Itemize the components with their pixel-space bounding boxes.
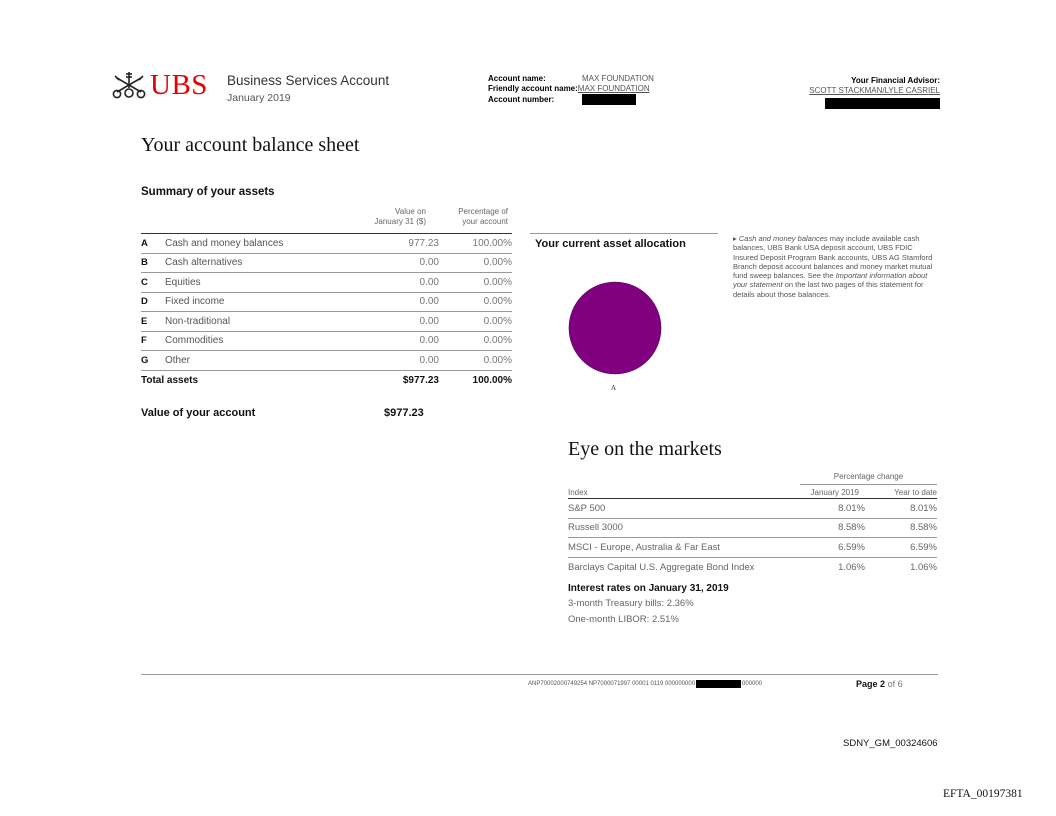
col-value-line1: Value on [395,207,426,216]
col-ytd-header: Year to date [894,488,937,497]
page-label: Page [856,679,878,689]
libor-rate: One-month LIBOR: 2.51% [568,614,679,625]
pie-label-a: A [611,384,617,392]
total-row [141,371,512,391]
row-name: Commodities [165,335,224,347]
col-month-header: January 2019 [810,488,859,497]
col-pct-line2: your account [462,217,508,226]
account-name-value: MAX FOUNDATION [582,74,654,83]
ubs-logo [112,70,208,100]
markets-title: Eye on the markets [568,438,722,460]
note-text-1: may include available cash balances, UBS Bank USA deposit account, UBS FDIC Insured Deposit Program Bank accounts, UBS AG Stamford Branch deposit account balances and money market mutual fund sweep balances. See the [733,234,933,281]
footer-code-suffix: 000000 [742,681,763,687]
page-current: 2 [880,679,886,689]
row-name: Equities [165,276,201,288]
row-pct: 0.00% [483,296,512,308]
index-ytd: 8.01% [910,502,937,514]
row-name: Non-traditional [165,315,231,327]
index-ytd: 8.58% [910,522,937,534]
friendly-name-label: Friendly account name: [488,84,578,93]
index-ytd: 6.59% [910,541,937,553]
table-row [141,351,512,371]
friendly-name-value: MAX FOUNDATION [577,84,650,93]
index-month: 8.58% [838,522,865,534]
note-text-2: on the last two pages of this statement for details about those balances. [733,280,924,299]
row-name: Cash alternatives [165,257,243,269]
interest-rates-title: Interest rates on January 31, 2019 [568,583,729,594]
total-pct: 100.00% [472,374,512,386]
table-row [568,558,937,578]
table-row [568,519,937,539]
statement-month: January 2019 [227,92,291,104]
ubs-wordmark: UBS [150,69,208,101]
row-pct: 0.00% [483,354,512,366]
row-value: 0.00 [419,335,439,347]
account-number-redaction [582,94,636,105]
page-number [856,679,903,689]
total-label: Total assets [141,374,199,386]
footer-code-redaction [696,680,741,688]
footer-code [528,680,762,688]
cash-balance-note [733,234,933,299]
account-value-label: Value of your account [141,407,256,419]
allocation-pie-chart [567,280,663,376]
row-name: Cash and money balances [165,237,284,249]
pct-change-header: Percentage change [800,472,937,485]
index-name: Russell 3000 [568,522,623,534]
table-row [141,254,512,274]
row-letter: F [141,335,147,347]
row-letter: G [141,354,149,366]
pie-slice-a [569,282,661,374]
index-ytd: 1.06% [910,561,937,573]
index-month: 1.06% [838,561,865,573]
row-value: 0.00 [419,257,439,269]
index-month: 8.01% [838,502,865,514]
table-row [568,538,937,558]
col-pct-line1: Percentage of [458,207,508,216]
note-italic-2: Important information about your statement [733,271,928,290]
advisor-redaction [825,98,940,109]
table-row [141,312,512,332]
row-value: 0.00 [419,276,439,288]
col-value-line2: January 31 ($) [374,217,426,226]
row-pct: 0.00% [483,276,512,288]
col-index-header: Index [568,488,588,497]
row-letter: C [141,276,148,288]
row-value: 0.00 [419,354,439,366]
page-total: of 6 [887,679,903,689]
summary-title: Summary of your assets [141,186,275,198]
advisor-name: SCOTT STACKMAN/LYLE CASRIEL [809,86,940,95]
row-name: Other [165,354,191,366]
account-name-label: Account name: [488,74,546,83]
row-letter: D [141,296,148,308]
row-letter: B [141,257,148,269]
table-row [141,234,512,254]
markets-table [568,498,937,577]
page-title: Your account balance sheet [141,134,360,156]
advisor-label: Your Financial Advisor: [851,76,940,85]
row-letter: A [141,237,148,249]
footer-rule [141,674,938,675]
table-row [141,332,512,352]
row-pct: 0.00% [483,257,512,269]
document-id: SDNY_GM_00324606 [843,738,938,749]
row-name: Fixed income [165,296,225,308]
ubs-keys-icon [112,70,146,100]
row-pct: 100.00% [472,237,512,249]
row-value: 0.00 [419,315,439,327]
row-value: 0.00 [419,296,439,308]
assets-table [141,233,512,390]
table-row [141,293,512,313]
total-value: $977.23 [402,374,439,386]
treasury-rate: 3-month Treasury bills: 2.36% [568,598,694,609]
account-value-amount: $977.23 [384,407,424,419]
allocation-title: Your current asset allocation [535,238,686,250]
index-name: S&P 500 [568,502,606,514]
col-pct-header [430,207,508,227]
allocation-rule [530,233,718,234]
index-name: Barclays Capital U.S. Aggregate Bond Index [568,561,755,573]
account-info [488,74,654,105]
note-italic-1: Cash and money balances [738,234,828,243]
footer-code-prefix: ANP70002000749254 NP7000071997 00001 0119 000000000 [528,681,696,687]
col-value-header [340,207,426,227]
efta-stamp: EFTA_00197381 [943,788,1023,800]
index-month: 6.59% [838,541,865,553]
row-pct: 0.00% [483,315,512,327]
bullet-icon: ▸ [733,234,739,243]
row-pct: 0.00% [483,335,512,347]
table-row [141,273,512,293]
table-row [568,499,937,519]
row-letter: E [141,315,148,327]
row-value: 977.23 [408,237,439,249]
account-number-label: Account number: [488,94,555,104]
account-type: Business Services Account [227,73,390,88]
index-name: MSCI - Europe, Australia & Far East [568,541,721,553]
advisor-info [809,76,940,96]
